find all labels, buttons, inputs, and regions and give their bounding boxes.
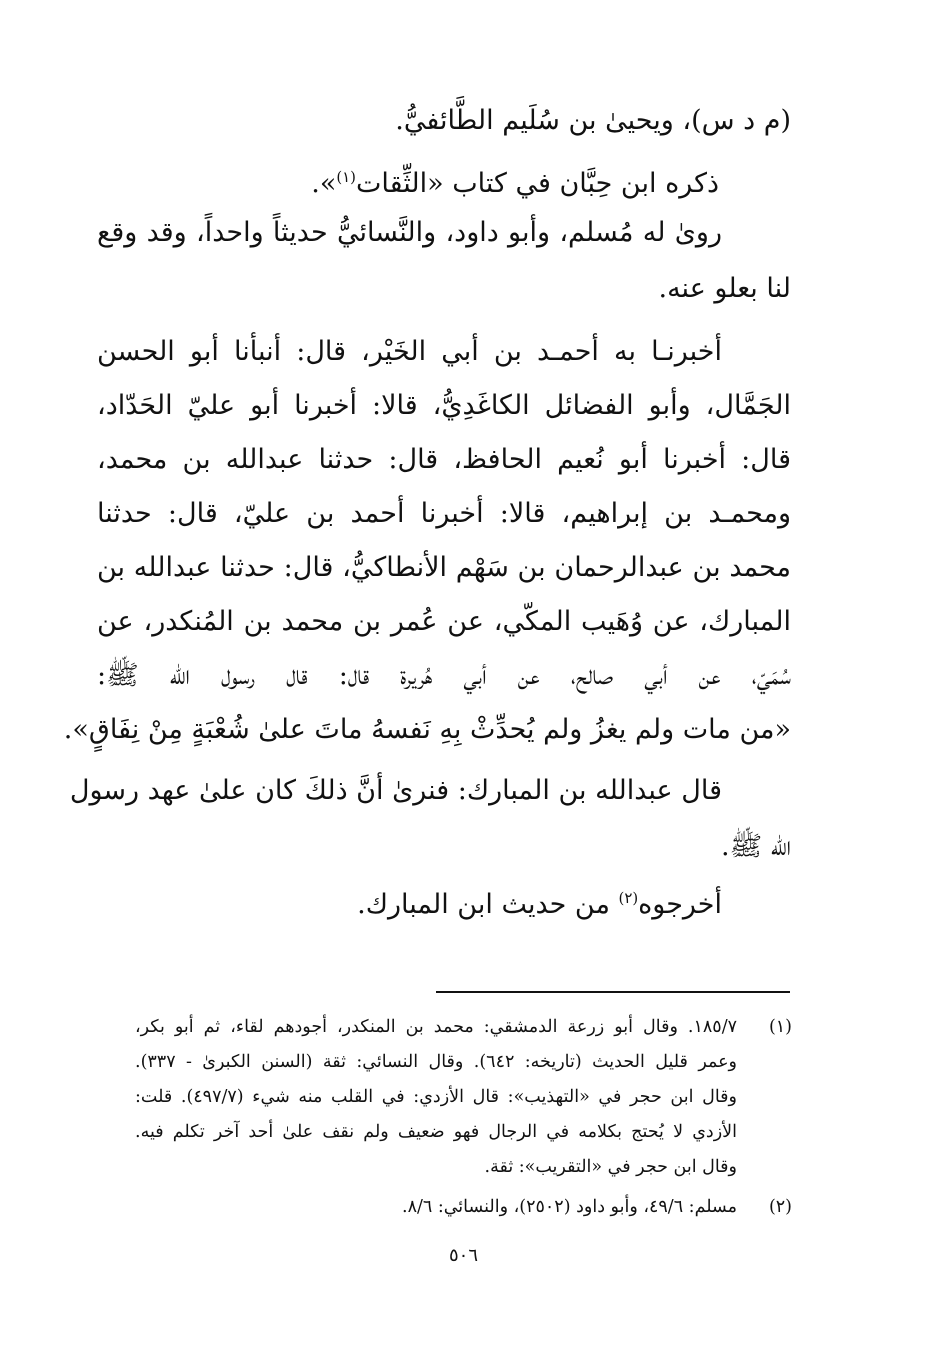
text-line-2 (311, 149, 719, 205)
footnote-1-line-4: الأزدي لا يُحتج بكلامه في الرجال فهو ضعيف ولم نقف علىٰ أحد آخر تكلم فيه. (135, 1122, 737, 1142)
text-line-15 (357, 870, 722, 926)
footnote-ref-2: (٢) (618, 889, 639, 907)
text-line-2-tail: ». (311, 168, 337, 199)
page-number: ٥٠٦ (448, 1245, 478, 1266)
footnote-number-2: (٢) (768, 1197, 792, 1217)
text-line-14: الله ﷺ. (721, 831, 791, 862)
text-line-7: قال: أخبرنا أبو نُعيم الحافظ، قال: حدثنا عبدالله بن محمد، (97, 444, 791, 475)
text-line-2-body: ذكره ابن حِبَّان في كتاب «الثِّقات (355, 168, 719, 199)
text-line-9: محمد بن عبدالرحمان بن سَهْم الأنطاكيُّ، قال: حدثنا عبدالله بن (97, 552, 791, 583)
text-line-10: المبارك، عن وُهَيب المكّي، عن عُمر بن محمد بن المُنكدر، عن (97, 606, 791, 637)
footnote-1-line-3: وقال ابن حجر في «التهذيب»: قال الأزدي: في القلب منه شيء (٤٩٧/٧). قلت: (135, 1087, 737, 1107)
text-line-15-tail: من حديث ابن المبارك. (357, 889, 610, 920)
text-line-15-body: أخرجوه (638, 889, 722, 920)
text-line-4: لنا بعلو عنه. (658, 273, 791, 304)
text-line-11: سُمَيّ، عن أبي صالح، عن أبي هُريرة قال: قال رسول الله ﷺ: (97, 660, 791, 691)
footnote-1-line-1: ١٨٥/٧. وقال أبو زرعة الدمشقي: محمد بن المنكدر، أجودهم لقاء، ثم أبو بكر، (135, 1017, 737, 1037)
text-line-5: أخبرنـا به أحمـد بن أبي الخَيْر، قال: أنبأنا أبو الحسن (97, 336, 722, 367)
text-line-3: روىٰ له مُسلم، وأبو داود، والنَّسائيُّ حديثاً واحداً، وقد وقع (97, 217, 722, 248)
footnote-2-line-1: مسلم: ٤٩/٦، وأبو داود (٢٥٠٢)، والنسائي: ٨/٦. (401, 1197, 737, 1217)
footnote-1-line-2: وعمر قليل الحديث (تاريخه: ٦٤٢). وقال النسائي: ثقة (السنن الكبرىٰ - ٣٣٧). (135, 1052, 737, 1072)
text-line-12: «من مات ولم يغزُ ولم يُحدِّثْ بِهِ نَفسهُ ماتَ علىٰ شُعْبَةٍ مِنْ نِفَاقٍ». (63, 714, 791, 745)
footnote-ref-1: (١) (336, 168, 356, 186)
text-line-8: ومحمـد بن إبراهيم، قالا: أخبرنا أحمد بن عليّ، قال: حدثنا (97, 498, 791, 529)
footnote-number-1: (١) (768, 1017, 792, 1037)
text-line-6: الجَمَّال، وأبو الفضائل الكاغَدِيُّ، قالا: أخبرنا أبو عليّ الحَدّاد، (97, 390, 791, 421)
footnote-separator (436, 991, 790, 993)
text-line-13: قال عبدالله بن المبارك: فنرىٰ أنَّ ذلكَ كان علىٰ عهد رسول (69, 775, 722, 806)
footnote-1-line-5: وقال ابن حجر في «التقريب»: ثقة. (484, 1157, 737, 1177)
text-line-1: (م د س)، ويحيىٰ بن سُلَيم الطَّائفيُّ. (395, 105, 791, 136)
